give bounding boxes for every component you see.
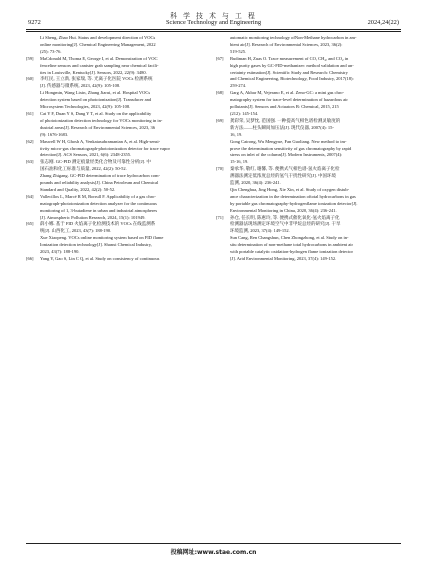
header-rule-bottom — [26, 31, 401, 32]
reference-number: [61] — [26, 110, 34, 116]
reference-entry — [26, 221, 212, 256]
reference-column-right — [216, 35, 402, 263]
reference-text-line: tivity micro-gas chromatograph-photoionization detector for trace vapor — [40, 145, 170, 151]
reference-text-line: matograph-photoionization detection analyzer for the continuous — [40, 200, 157, 206]
reference-entry — [26, 56, 212, 77]
reference-entry — [216, 35, 402, 56]
submission-url: 投稿网址:www.stae.com.cn — [170, 549, 257, 556]
reference-entry — [26, 256, 212, 263]
reference-text-line: 检测器法现场测定环境空气中非甲烷总烃的研究[J]. 干旱 — [230, 221, 341, 227]
reference-number: [70] — [216, 166, 224, 172]
journal-title-cn: 科 学 技 术 与 工 程 — [170, 12, 257, 20]
reference-text-line: Cai Y F, Duan Y S, Dang Y T, et al. Study on the applicability — [40, 110, 152, 116]
reference-text-line: 测器法测定低浓度总烃的氢气干扰性研究[J]. 中国环境 — [230, 173, 336, 179]
reference-text-line: (9): 1676-1683. — [40, 131, 69, 137]
reference-number: [68] — [216, 90, 224, 96]
reference-text-line: 孙仓, 任长明, 陈惠玲, 等. 便携式催化氧化-氢火焰离子化 — [230, 214, 340, 220]
reference-text-line: 统[J]. 山西化工, 2023, 43(7): 188-190. — [40, 228, 112, 234]
reference-text-line: pounds and reliability analysis[J]. China Petroleum and Chemical — [40, 180, 159, 186]
page-header — [0, 0, 427, 32]
reference-number: [65] — [26, 221, 34, 227]
reference-text-line: (25): 73-76. — [40, 48, 62, 54]
reference-entry — [216, 56, 402, 91]
reference-number: [71] — [216, 214, 224, 220]
reference-text-line: pollutants[J]. Sensors and Actuators B: Chemical, 2015, 215 — [230, 104, 339, 110]
reference-text-line: 龚彩荣, 吴梦忱, 范国强. 一种提高气相色谱检测灵敏度的 — [230, 117, 341, 123]
reference-entry — [216, 118, 402, 166]
reference-text-line: Xue Xiaopeng. VOCs online monitoring system based on FID flame — [40, 235, 164, 241]
reference-number: [64] — [26, 193, 34, 199]
footer-rule — [26, 543, 401, 544]
reference-entry — [26, 139, 212, 160]
reference-text-line: Gong Cairong, Wu Mengyue, Fan Guoliang. New method to im- — [230, 138, 347, 144]
reference-text-line: Ionization detection technology[J]. Shanxi Chemical Industry, — [40, 242, 152, 248]
reference-text-line: stress on inlet of the column[J]. Modern Instruments, 2007(4): — [230, 152, 343, 158]
reference-text-line: Garg A, Akbar M, Vejerano E, et al. Zeno-GC: a mini gas chro- — [230, 90, 345, 96]
header-rule-top — [26, 29, 401, 30]
reference-entry — [26, 194, 212, 222]
reference-text-line: fenceline sensors and canister grab sampling near chemical facili- — [40, 62, 159, 68]
reference-text-line: Qin Chenghua, Jing Hong, Xie Xin, et al. Study of oxygen distub- — [230, 186, 350, 192]
reference-text-line: Environmental Monitoring in China, 2020, 36(4): 236-241. — [230, 207, 337, 213]
reference-entry — [26, 159, 212, 194]
reference-text-line: Microsystem Technologies, 2023, 42(9): 105-108. — [40, 104, 131, 110]
reference-text-line: Li Sheng, Zhao Hui. Status and development direction of VOCs — [40, 35, 156, 40]
reference-text-line: 李红民, 王立新, 张家瑞, 等. 光离子化医院 VOCs 检测系统 — [40, 76, 153, 82]
reference-text-line: bient air[J]. Research of Environmental Sciences, 2023, 36(2): — [230, 41, 343, 47]
reference-entry — [26, 111, 212, 139]
reference-text-line: Maswell W H, Ghosh A, Venkatasubramanian A, et al. High-sensi- — [40, 138, 161, 144]
reference-text-line: (212): 145-154. — [230, 110, 259, 116]
reference-text-line: [J]. Atmospheric Pollution Research, 2024, 15(1): 101949. — [40, 214, 146, 220]
reference-text-line: 环境监测, 2023, 37(4): 149-152. — [230, 228, 290, 234]
reference-text-line: Vallecillos L, Marcé R M, Borrull F. Applicability of a gas chro- — [40, 193, 156, 199]
reference-column-left — [26, 35, 212, 263]
reference-number: [59] — [26, 55, 34, 61]
reference-text-line: Zhang Zhigang. GC-PID determination of trace hydrocarbon com- — [40, 173, 160, 179]
reference-text-line: 16, 19. — [230, 131, 243, 137]
reference-text-line: 薛小娜. 基于 FID 火焰离子化检测技术的 VOCs 在线监测系 — [40, 221, 156, 227]
issue-number: 2024,24(22) — [367, 19, 399, 26]
reference-text-line: detection[J]. ACS Sensors, 2021, 6(6): 2348-2355. — [40, 152, 132, 158]
page-number: 9272 — [28, 19, 41, 26]
reference-entry — [26, 35, 212, 56]
reference-number: [63] — [26, 159, 34, 165]
reference-text-line: Sun Cang, Ren Changshun, Chen Zhongzhong, et al. Study on in- — [230, 235, 349, 241]
reference-text-line: 2023, 43(7): 188-190. — [40, 249, 80, 255]
reference-text-line: with portable catalytic oxidation-hydrogen flame ionization detector — [230, 249, 353, 255]
reference-number: [60] — [26, 76, 34, 82]
reference-text-line: MaCdonald M, Thoma E, George I, et al. Demonstration of VOC — [40, 55, 158, 61]
reference-number: [67] — [216, 55, 224, 61]
reference-entry — [216, 90, 402, 118]
reference-text-line: Li Hongmin, Wang Lixin, Zhang Jiarui, et al. Hospital VOCs — [40, 90, 151, 96]
journal-title-en: Science Technology and Engineering — [165, 19, 262, 26]
reference-number: [66] — [26, 256, 34, 261]
reference-text-line: and Chemical Engineering, Biotechnology, Food Industry, 2017(18): — [230, 76, 354, 82]
reference-text-line: 监测, 2020, 36(4): 236-241. — [230, 180, 281, 186]
reference-entry — [216, 166, 402, 214]
reference-text-line: Budiman H, Zuas O. Trace measurement of CO, CH₄, and CO₂ in — [230, 55, 349, 61]
reference-text-line: by portable gas chromatography-hydrogenflame ionization detector[J]. — [230, 200, 358, 206]
reference-text-line: automatic monitoring technology ofNon-Methane hydrocarbon in am- — [230, 35, 357, 40]
reference-text-line: prove the determination sensitivity of gas chromatography by rapid — [230, 145, 352, 151]
reference-text-line: of photoionization detection technology for VOCs monitoring in in- — [40, 117, 163, 123]
reference-text-line: 张志刚. GC-PID 测定痕量烃类化合物及可靠性分析[J]. 中 — [40, 159, 151, 165]
reference-text-line: monitoring of 1, 3-butadiene in urban and industrial atmospheres — [40, 207, 158, 213]
reference-number: [69] — [216, 117, 224, 123]
reference-text-line: high purity gases by GC-FID-methanizer: method validation and un- — [230, 62, 354, 68]
reference-text-line: 秦承华, 敬红, 谢馨, 等. 便携式气相色谱-氢火焰离子化检 — [230, 166, 340, 172]
reference-text-line: matography system for trace-level determination of hazardous air — [230, 97, 348, 103]
reference-text-line: [J]. Arid Environmental Monitoring, 2023, 37(4): 149-152. — [230, 256, 337, 261]
reference-text-line: ties in Louisville, Kentucky[J]. Sensors, 2022, 22(9): 3480. — [40, 69, 147, 75]
reference-text-line: 国石油和化工标准与质量, 2022, 42(2): 50-52. — [40, 166, 127, 172]
reference-text-line: 新方法——柱头瞬间加压法[J]. 现代仪器, 2007(4): 15- — [230, 124, 334, 130]
reference-text-line: certainty estimation[J]. Scientific Study and Research: Chemistry — [230, 69, 348, 75]
reference-text-line: Standard and Quality, 2022, 42(2): 50-52. — [40, 186, 116, 192]
reference-text-line: [J]. 传感器与微系统, 2023, 42(9): 105-108. — [40, 83, 121, 89]
reference-text-line: Yang Y, Gao S, Lin C Q, et al. Study on consistency of continuous — [40, 256, 160, 261]
reference-entry — [216, 215, 402, 263]
reference-number: [62] — [26, 138, 34, 144]
reference-text-line: detection system based on photoionization[J]. Transducer and — [40, 97, 152, 103]
reference-text-line: ance characterization in the determination oftotal hydrocarbons in gas — [230, 193, 356, 199]
reference-text-line: 15-16, 19. — [230, 159, 249, 165]
reference-text-line: online monitoring[J]. Chemical Engineering Management, 2022 — [40, 41, 156, 47]
reference-text-line: dustrial areas[J]. Research of Environmental Sciences, 2023, 36 — [40, 124, 155, 130]
reference-text-line: situ determination of non-methane total hydrocarbons in ambient air — [230, 242, 353, 248]
reference-text-line: 519-525. — [230, 48, 247, 54]
reference-text-line: 259-274. — [230, 83, 247, 89]
reference-entry — [26, 76, 212, 111]
